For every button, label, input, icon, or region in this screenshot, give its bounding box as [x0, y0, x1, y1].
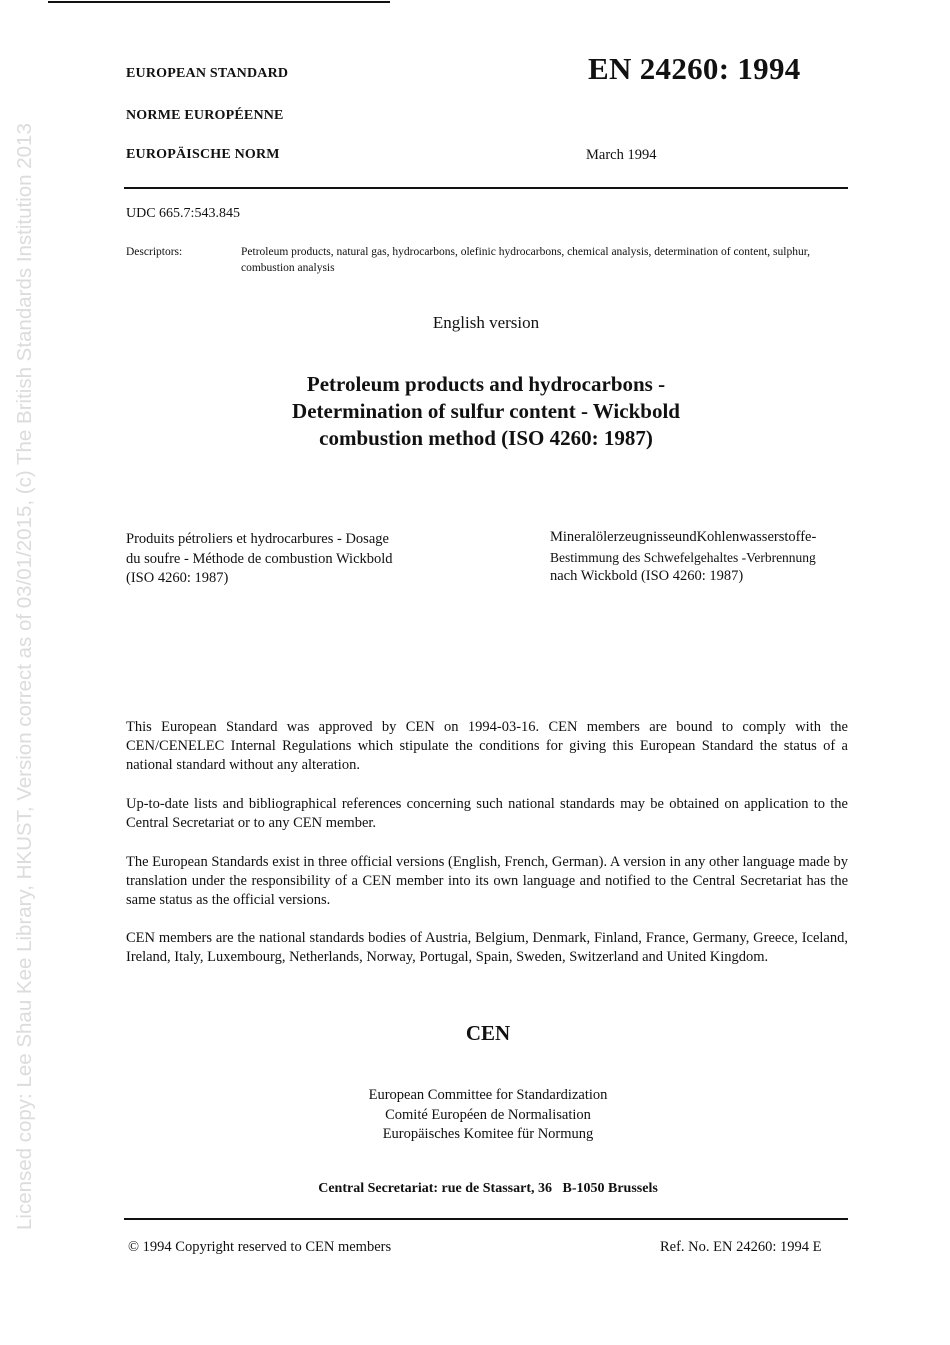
approval-paragraph: This European Standard was approved by CEN on 1994-03-16. CEN members are bound to comply with the CEN/CENELEC Internal Regulations which stipulate the conditions for giving this European Standard the status of a national standard without any alteration.	[126, 719, 848, 773]
title-german	[550, 528, 850, 587]
title-french-line-1: Produits pétroliers et hydrocarbures - Dosage	[126, 531, 389, 547]
descriptors-text: Petroleum products, natural gas, hydrocarbons, olefinic hydrocarbons, chemical analysis, determination of content, sulphur, combustion analysis	[241, 246, 810, 274]
cen-acronym: CEN	[465, 1021, 511, 1045]
copyright-notice: © 1994 Copyright reserved to CEN members	[128, 1239, 392, 1255]
title-line-2: Determination of sulfur content - Wickbold	[292, 399, 680, 423]
cen-name-german: Europäisches Komitee für Normung	[382, 1126, 594, 1142]
descriptors-label: Descriptors:	[126, 246, 183, 258]
central-secretariat-address: Central Secretariat: rue de Stassart, 36 B-1050 Brussels	[318, 1181, 658, 1196]
title-german-line-1: MineralölerzeugnisseundKohlenwasserstoffe-	[550, 529, 817, 545]
top-rule	[48, 1, 390, 3]
label-europaische-norm: EUROPÄISCHE NORM	[126, 147, 280, 162]
members-paragraph: CEN members are the national standards bodies of Austria, Belgium, Denmark, Finland, France, Germany, Greece, Iceland, Ireland, Italy, Luxembourg, Netherlands, Norway, Portugal, Spain, Sweden, Switzerland and United Kingdom.	[126, 930, 848, 965]
title-line-3: combustion method (ISO 4260: 1987)	[319, 426, 653, 450]
label-norme-europeenne: NORME EUROPÉENNE	[126, 108, 284, 123]
standard-number: EN 24260: 1994	[588, 51, 801, 86]
publication-date: March 1994	[586, 147, 657, 163]
title-french-line-3: (ISO 4260: 1987)	[126, 570, 229, 586]
footer-divider	[124, 1218, 848, 1220]
versions-paragraph: The European Standards exist in three official versions (English, French, German). A version in any other language made by translation under the responsibility of a CEN member into its own language and notified to the Central Secretariat has the same status as the official versions.	[126, 854, 848, 908]
title-german-line-3: nach Wickbold (ISO 4260: 1987)	[550, 568, 744, 584]
language-version: English version	[432, 313, 540, 332]
license-watermark: Licensed copy: Lee Shau Kee Library, HKUST, Version correct as of 03/01/2015, (c) The British Standards Institution 2013	[13, 123, 36, 1230]
references-paragraph: Up-to-date lists and bibliographical references concerning such national standards may be obtained on application to the Central Secretariat or to any CEN member.	[126, 796, 848, 831]
header-divider	[124, 187, 848, 189]
title-french	[126, 530, 456, 589]
udc-code: UDC 665.7:543.845	[126, 206, 240, 221]
document-title	[200, 371, 772, 452]
title-german-line-2: Bestimmung des Schwefelgehaltes -Verbrennung	[550, 549, 816, 565]
cen-name-english: European Committee for Standardization	[368, 1087, 608, 1103]
cen-name-french: Comité Européen de Normalisation	[385, 1106, 591, 1123]
title-line-1: Petroleum products and hydrocarbons -	[306, 372, 666, 396]
label-european-standard: EUROPEAN STANDARD	[126, 66, 289, 81]
reference-number: Ref. No. EN 24260: 1994 E	[660, 1239, 822, 1255]
title-french-line-2: du soufre - Méthode de combustion Wickbold	[126, 550, 393, 567]
cen-names	[288, 1086, 688, 1145]
